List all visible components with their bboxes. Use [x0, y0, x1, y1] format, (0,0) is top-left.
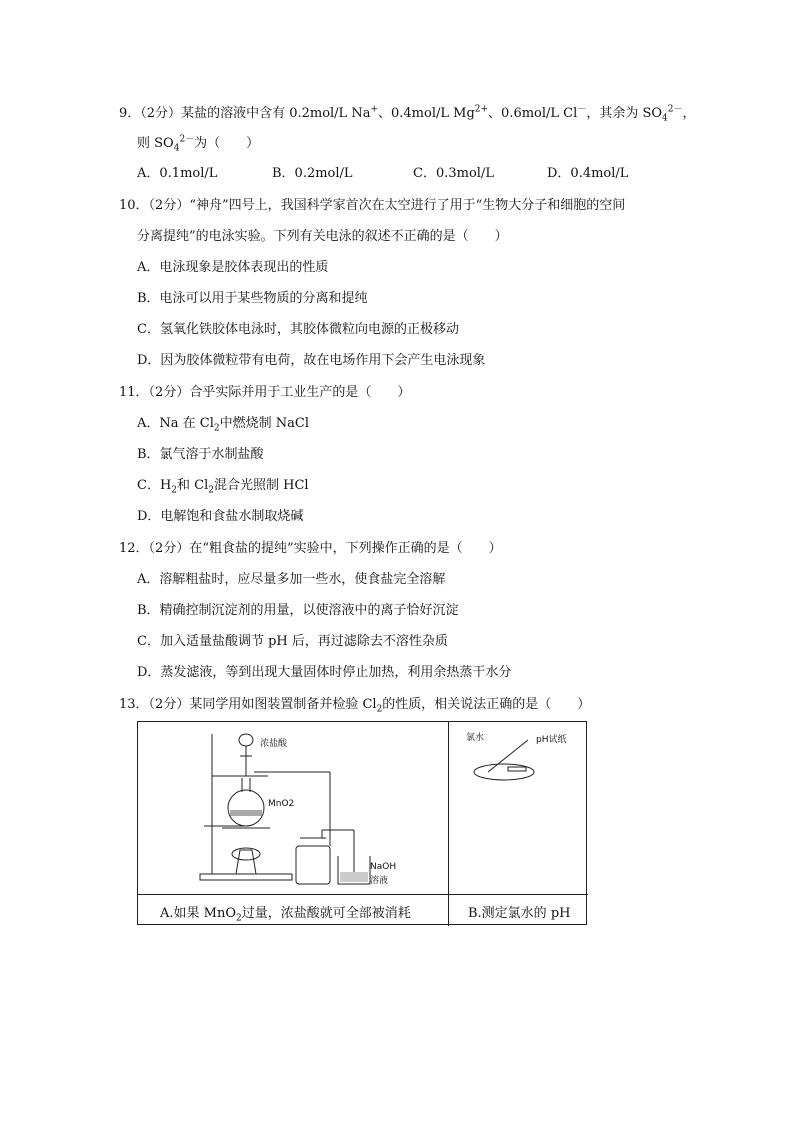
q12-option-b[interactable]: B．精确控制沉淀剂的用量，以使溶液中的离子恰好沉淀 [137, 603, 459, 618]
q10-line1: 10．（2分）“神舟”四号上，我国科学家首次在太空进行了用于“生物大分子和细胞的空间 [119, 198, 626, 213]
q11-option-d[interactable]: D．电解饱和食盐水制取烧碱 [137, 509, 304, 524]
q9-line2: 则 $SO_4^{2-}$为（ ） [137, 134, 260, 154]
label-mno2: MnO2 [268, 799, 295, 809]
q9-score: （2分） [140, 106, 182, 121]
q11-option-c[interactable]: C．$H_2$和 $Cl_2$混合光照制 HCl [137, 478, 309, 496]
label-solution: 溶液 [370, 876, 389, 886]
q12-line1: 12．（2分）在“粗食盐的提纯”实验中，下列操作正确的是（ ） [119, 541, 502, 556]
q9-option-d[interactable]: D．0.4mol/L [547, 166, 629, 181]
label-naoh: NaOH [370, 862, 397, 872]
q10-option-a[interactable]: A．电泳现象是胶体表现出的性质 [137, 260, 329, 275]
q11-line1: 11．（2分）合乎实际并用于工业生产的是（ ） [119, 385, 411, 400]
chlorine-apparatus-diagram [188, 726, 438, 892]
q10-option-c[interactable]: C．氢氧化铁胶体电泳时，其胶体微粒向电源的正极移动 [137, 322, 459, 337]
q9-line1: 9．（2分）某盐的溶液中含有 0.2mol/L Na+、0.4mol/L $Mg^{2+}$、0.6mol/L Cl－，其余为 $SO_4^{2-}$， [119, 104, 696, 124]
q12-option-d[interactable]: D．蒸发滤液，等到出现大量固体时停止加热，利用余热蒸干水分 [137, 665, 512, 680]
label-chlorine-water: 氯水 [466, 733, 485, 743]
q10-option-d[interactable]: D．因为胶体微粒带有电荷，故在电场作用下会产生电泳现象 [137, 353, 486, 368]
q9-option-c[interactable]: C．0.3mol/L [413, 166, 494, 181]
q12-option-a[interactable]: A．溶解粗盐时，应尽量多加一些水，使食盐完全溶解 [137, 572, 446, 587]
label-concentrated-hcl: 浓盐酸 [260, 739, 288, 749]
q11-option-a[interactable]: A．Na 在 $Cl_2$中燃烧制 NaCl [137, 416, 309, 434]
q13-figure-table [137, 721, 587, 925]
q10-option-b[interactable]: B．电泳可以用于某些物质的分离和提纯 [137, 291, 368, 306]
label-ph-paper: pH试纸 [536, 735, 567, 745]
caption-a: A.如果 MnO$_2$过量，浓盐酸就可全部被消耗 [160, 906, 411, 924]
q9-number: 9． [119, 106, 141, 121]
q11-option-b[interactable]: B．氯气溶于水制盐酸 [137, 447, 264, 462]
q12-option-c[interactable]: C．加入适量盐酸调节 pH 后，再过滤除去不溶性杂质 [137, 634, 448, 649]
q13-line1: 13．（2分）某同学用如图装置制备并检验 $Cl_2$的性质，相关说法正确的是（ ） [119, 697, 591, 715]
q9-option-b[interactable]: B．0.2mol/L [272, 166, 353, 181]
q9-option-a[interactable]: A．0.1mol/L [137, 166, 218, 181]
q10-line2: 分离提纯”的电泳实验。下列有关电泳的叙述不正确的是（ ） [137, 229, 508, 244]
caption-b: B.测定氯水的 pH [468, 906, 571, 921]
